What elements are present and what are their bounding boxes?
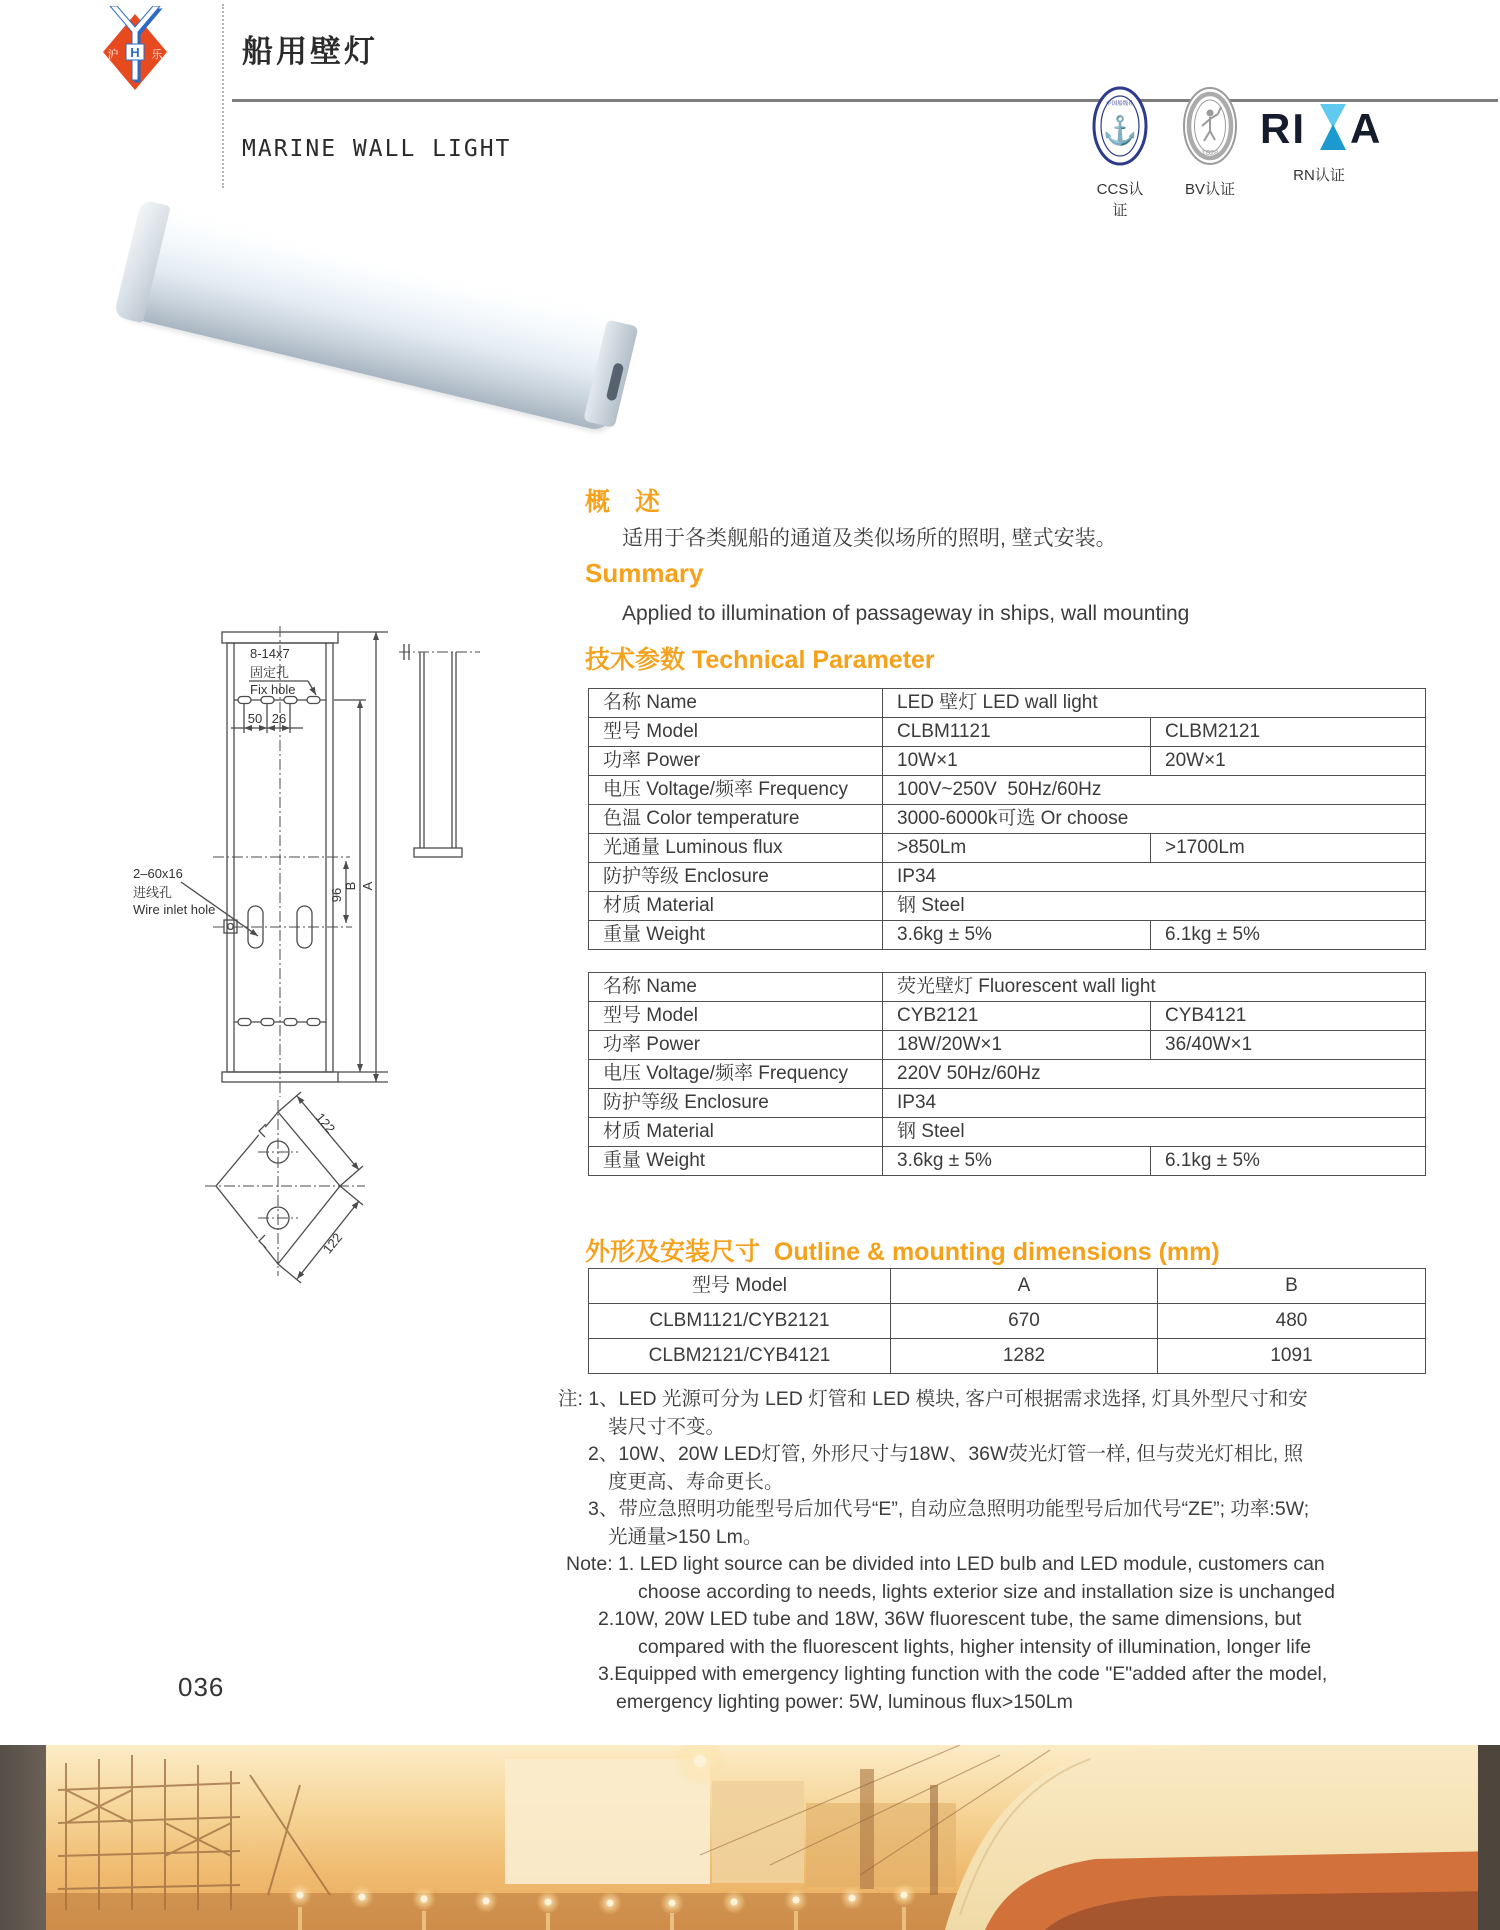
table-cell: CLBM1121/CYB2121 <box>589 1304 891 1339</box>
table-row <box>589 776 1426 805</box>
table-row <box>589 1339 1426 1374</box>
table-cell: 名称 Name <box>589 689 883 718</box>
dim-50: 50 <box>247 711 263 726</box>
fluorescent-parameter-table <box>588 972 1426 1176</box>
table-cell: CLBM2121 <box>1151 718 1426 747</box>
table-row <box>589 973 1426 1002</box>
table-cell: IP34 <box>883 1089 1426 1118</box>
lamp-left-cap <box>114 199 171 323</box>
note-line: 3.Equipped with emergency lighting function with the code "E"added after the model, <box>598 1663 1328 1685</box>
cert-rina <box>1258 98 1380 185</box>
table-row <box>589 1304 1426 1339</box>
ccs-seal-icon <box>1091 86 1149 170</box>
table-cell: 材质 Material <box>589 1118 883 1147</box>
table-row <box>589 718 1426 747</box>
rina-triangle-bottom <box>1320 124 1346 150</box>
fix-hole-en: Fix hole <box>250 682 296 697</box>
table-cell: 荧光壁灯 Fluorescent wall light <box>883 973 1426 1002</box>
note-line: emergency lighting power: 5W, luminous flux>150Lm <box>616 1690 1073 1713</box>
table-cell: 功率 Power <box>589 1031 883 1060</box>
table-header-row <box>589 1269 1426 1304</box>
note-line: 注: 1、LED 光源可分为 LED 灯管和 LED 模块, 客户可根据需求选择, 灯具外型尺寸和安 <box>558 1388 1308 1410</box>
note-line: 3、带应急照明功能型号后加代号“E”, 自动应急照明功能型号后加代号“ZE”; 功率:5W; <box>588 1498 1310 1520</box>
logo-h-letter: H <box>130 45 140 60</box>
table-row <box>589 921 1426 950</box>
table-row <box>589 834 1426 863</box>
overview-heading-cn: 概 述 <box>585 488 661 516</box>
anchor-icon: ⚓ <box>1102 115 1138 146</box>
table-cell: 重量 Weight <box>589 1147 883 1176</box>
page-number: 036 <box>178 1672 225 1702</box>
table-cell: 1091 <box>1158 1339 1426 1374</box>
table-cell: 10W×1 <box>883 747 1151 776</box>
company-logo <box>100 6 170 94</box>
table-cell: B <box>1158 1269 1426 1304</box>
table-cell: 色温 Color temperature <box>589 805 883 834</box>
logo-right-char: 乐 <box>151 49 163 61</box>
note-line: 度更高、寿命更长。 <box>608 1470 784 1493</box>
table-cell: CLBM1121 <box>883 718 1151 747</box>
note-line: choose according to needs, lights exterior size and installation size is unchanged <box>638 1580 1336 1603</box>
table-cell: 型号 Model <box>589 718 883 747</box>
table-cell: 重量 Weight <box>589 921 883 950</box>
table-row <box>589 1147 1426 1176</box>
product-photo <box>138 188 678 448</box>
table-cell: 防护等级 Enclosure <box>589 863 883 892</box>
table-cell: 36/40W×1 <box>1151 1031 1426 1060</box>
cert-caption: BV认证 <box>1184 181 1235 198</box>
note-line: compared with the fluorescent lights, higher intensity of illumination, longer life <box>638 1635 1312 1658</box>
fix-hole-cn: 固定孔 <box>250 665 290 680</box>
table-cell: 钢 Steel <box>883 1118 1426 1147</box>
notes-block <box>540 1386 1500 1716</box>
dim-122-top: 122 <box>312 1109 339 1137</box>
wire-hole-cn: 进线孔 <box>133 885 173 900</box>
table-cell: 20W×1 <box>1151 747 1426 776</box>
wire-hole-spec: 2–60x16 <box>133 866 183 881</box>
shipyard-scene <box>0 1745 1500 1930</box>
table-cell: 6.1kg ± 5% <box>1151 1147 1426 1176</box>
table-row <box>589 1118 1426 1147</box>
table-cell: CLBM2121/CYB4121 <box>589 1339 891 1374</box>
table-cell: LED 壁灯 LED wall light <box>883 689 1426 718</box>
table-cell: 名称 Name <box>589 973 883 1002</box>
table-row <box>589 805 1426 834</box>
cert-caption: RN认证 <box>1293 167 1345 184</box>
table-cell: 6.1kg ± 5% <box>1151 921 1426 950</box>
table-row <box>589 892 1426 921</box>
dim-a-label: A <box>360 881 375 891</box>
overview-body-cn: 适用于各类舰船的通道及类似场所的照明, 壁式安装。 <box>622 527 1117 550</box>
led-parameter-table <box>588 688 1426 950</box>
dimensions-table <box>588 1268 1426 1374</box>
table-cell: IP34 <box>883 863 1426 892</box>
note-line: 光通量>150 Lm。 <box>608 1525 763 1548</box>
table-cell: 电压 Voltage/频率 Frequency <box>589 1060 883 1089</box>
cert-caption: CCS认证 <box>1096 181 1144 219</box>
bv-year: 1828 <box>1201 148 1219 157</box>
table-cell: 1282 <box>891 1339 1158 1374</box>
note-line: 装尺寸不变。 <box>608 1415 726 1438</box>
dim-122-bottom: 122 <box>319 1230 346 1257</box>
header-divider <box>222 4 224 188</box>
table-cell: 钢 Steel <box>883 892 1426 921</box>
table-cell: A <box>891 1269 1158 1304</box>
rina-letter-a: A <box>1350 105 1380 152</box>
dims-heading: 外形及安装尺寸 Outline & mounting dimensions (mm) <box>585 1238 1220 1266</box>
overview-body-en: Applied to illumination of passageway in ships, wall mounting <box>622 602 1190 625</box>
table-row <box>589 689 1426 718</box>
page-title-cn: 船用壁灯 <box>242 34 378 69</box>
dim-96: 96 <box>329 887 344 903</box>
fix-hole-spec: 8-14x7 <box>250 646 290 661</box>
logo-left-char: 沪 <box>107 49 119 61</box>
dimension-drawing <box>95 623 515 1315</box>
lamp-right-end <box>583 319 638 428</box>
table-cell: 3000-6000k可选 Or choose <box>883 805 1426 834</box>
photo-left-edge <box>0 1745 46 1930</box>
table-row <box>589 1031 1426 1060</box>
dim-26: 26 <box>271 711 287 726</box>
table-cell: 670 <box>891 1304 1158 1339</box>
table-cell: 电压 Voltage/频率 Frequency <box>589 776 883 805</box>
bv-seal-icon <box>1181 86 1239 170</box>
page-title-en: MARINE WALL LIGHT <box>242 136 512 162</box>
overview-heading-en: Summary <box>585 558 704 588</box>
table-cell: 18W/20W×1 <box>883 1031 1151 1060</box>
tech-heading: 技术参数 Technical Parameter <box>585 646 935 674</box>
wire-hole-en: Wire inlet hole <box>133 902 216 917</box>
table-cell: 光通量 Luminous flux <box>589 834 883 863</box>
note-line: 2.10W, 20W LED tube and 18W, 36W fluorescent tube, the same dimensions, but <box>598 1608 1302 1630</box>
table-cell: >850Lm <box>883 834 1151 863</box>
table-cell: 型号 Model <box>589 1269 891 1304</box>
table-cell: 材质 Material <box>589 892 883 921</box>
cert-ccs <box>1090 86 1150 220</box>
table-cell: 3.6kg ± 5% <box>883 921 1151 950</box>
shipyard-photo <box>0 1745 1500 1930</box>
table-cell: >1700Lm <box>1151 834 1426 863</box>
rina-letters-ri: RI <box>1260 105 1306 152</box>
lamp-body <box>117 202 635 433</box>
table-cell: 220V 50Hz/60Hz <box>883 1060 1426 1089</box>
cert-bv <box>1180 86 1240 199</box>
table-row <box>589 1089 1426 1118</box>
table-cell: 100V~250V 50Hz/60Hz <box>883 776 1426 805</box>
table-cell: 功率 Power <box>589 747 883 776</box>
table-cell: 防护等级 Enclosure <box>589 1089 883 1118</box>
rina-logo-icon <box>1258 98 1380 156</box>
lamp-end-slot <box>606 362 625 401</box>
table-row <box>589 1002 1426 1031</box>
note-line: Note: 1. LED light source can be divided into LED bulb and LED module, customers can <box>566 1553 1325 1575</box>
dim-b-label: B <box>343 881 358 891</box>
table-row <box>589 747 1426 776</box>
table-cell: CYB2121 <box>883 1002 1151 1031</box>
table-cell: 480 <box>1158 1304 1426 1339</box>
note-line: 2、10W、20W LED灯管, 外形尺寸与18W、36W荧光灯管一样, 但与荧光灯相比, 照 <box>588 1443 1304 1465</box>
table-cell: 型号 Model <box>589 1002 883 1031</box>
table-row <box>589 863 1426 892</box>
table-cell: 3.6kg ± 5% <box>883 1147 1151 1176</box>
table-cell: CYB4121 <box>1151 1002 1426 1031</box>
ccs-ring-text: 中国船级社 <box>1106 101 1134 107</box>
table-row <box>589 1060 1426 1089</box>
